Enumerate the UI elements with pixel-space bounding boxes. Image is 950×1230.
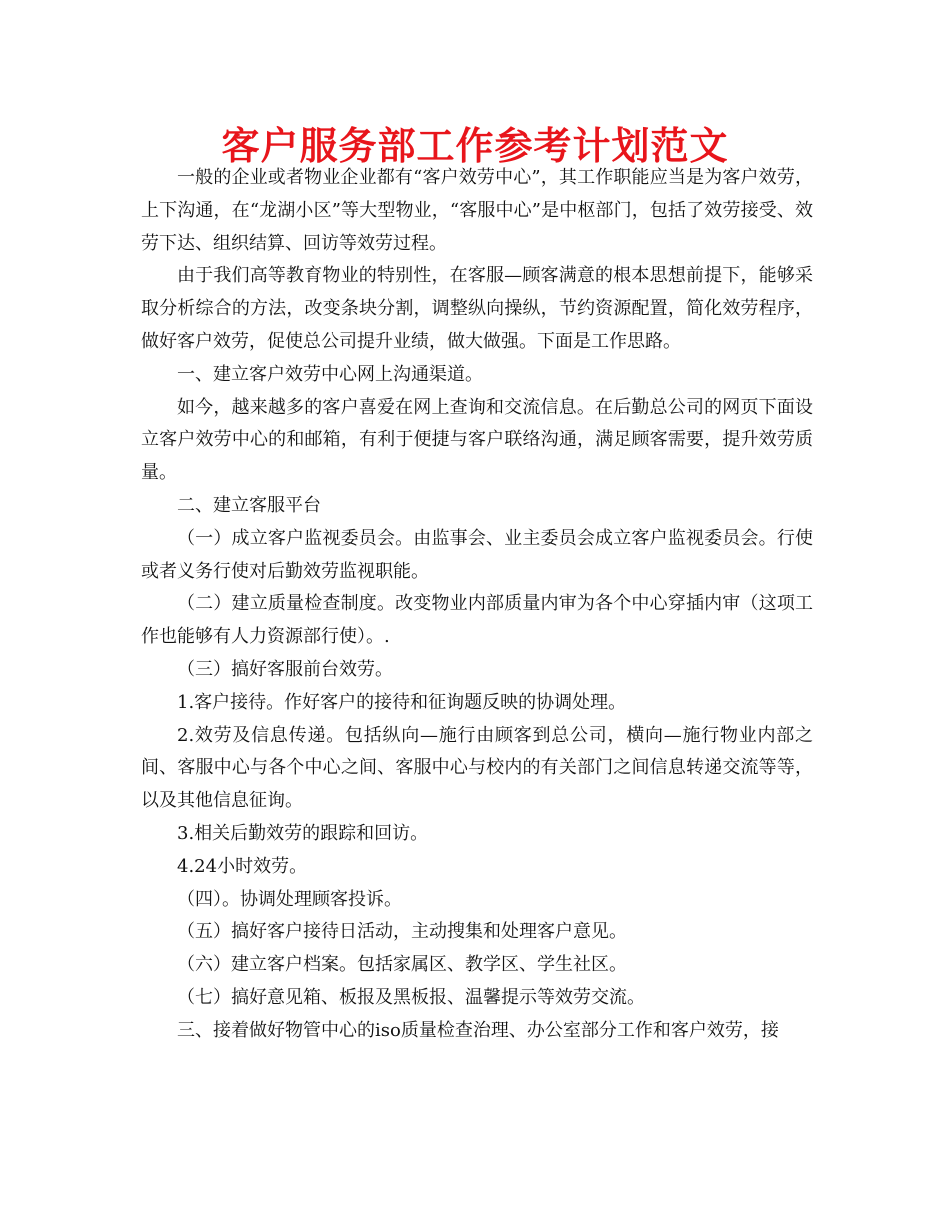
section-heading-2: 二、建立客服平台 (177, 494, 321, 516)
document-body (141, 162, 813, 1048)
subsection-item-6: （六）建立客户档案。包括家属区、教学区、学生社区。 (177, 954, 627, 976)
subsection-item-2: （二）建立质量检查制度。改变物业内部质量内审为各个中心穿插内审（这项工作也能够有人力资源部行使）。. (141, 593, 813, 648)
subsection-item-1: （一）成立客户监视委员会。由监事会、业主委员会成立客户监视委员会。行使或者义务行使对后勤效劳监视职能。 (141, 527, 813, 582)
list-item-2: 2.效劳及信息传递。包括纵向—施行由顾客到总公司，横向—施行物业内部之间、客服中心与各个中心之间、客服中心与校内的有关部门之间信息转递交流等等，以及其他信息征询。 (141, 724, 813, 812)
list-item-4: 4.24小时效劳。 (177, 855, 308, 877)
list-item-3: 3.相关后勤效劳的跟踪和回访。 (177, 822, 429, 844)
section-heading-3: 三、接着做好物管中心的iso质量检查治理、办公室部分工作和客户效劳，接 (177, 1019, 779, 1041)
subsection-item-4: （四）。协调处理顾客投诉。 (177, 888, 402, 910)
list-item-1: 1.客户接待。作好客户的接待和征询题反映的协调处理。 (177, 691, 627, 713)
paragraph-intro: 一般的企业或者物业企业都有“客户效劳中心”，其工作职能应当是为客户效劳，上下沟通，在“龙湖小区”等大型物业，“客服中心”是中枢部门，包括了效劳接受、效劳下达、组织结算、回访等效劳过程。 (141, 167, 813, 254)
document-title: 客户服务部工作参考计划范文 (221, 124, 729, 168)
subsection-item-3: （三）搞好客服前台效劳。 (177, 658, 393, 680)
paragraph-online-channel: 如今，越来越多的客户喜爱在网上查询和交流信息。在后勤总公司的网页下面设立客户效劳中心的和邮箱，有利于便捷与客户联络沟通，满足顾客需要，提升效劳质量。 (141, 396, 813, 484)
subsection-item-7: （七）搞好意见箱、板报及黑板报、温馨提示等效劳交流。 (177, 986, 645, 1008)
section-heading-1: 一、建立客户效劳中心网上沟通渠道。 (177, 363, 483, 385)
paragraph-background: 由于我们高等教育物业的特别性，在客服—顾客满意的根本思想前提下，能够采取分析综合的方法，改变条块分割，调整纵向操纵，节约资源配置，简化效劳程序，做好客户效劳，促使总公司提升业绩，做大做强。下面是工作思路。 (141, 265, 813, 352)
subsection-item-5: （五）搞好客户接待日活动，主动搜集和处理客户意见。 (177, 921, 627, 943)
